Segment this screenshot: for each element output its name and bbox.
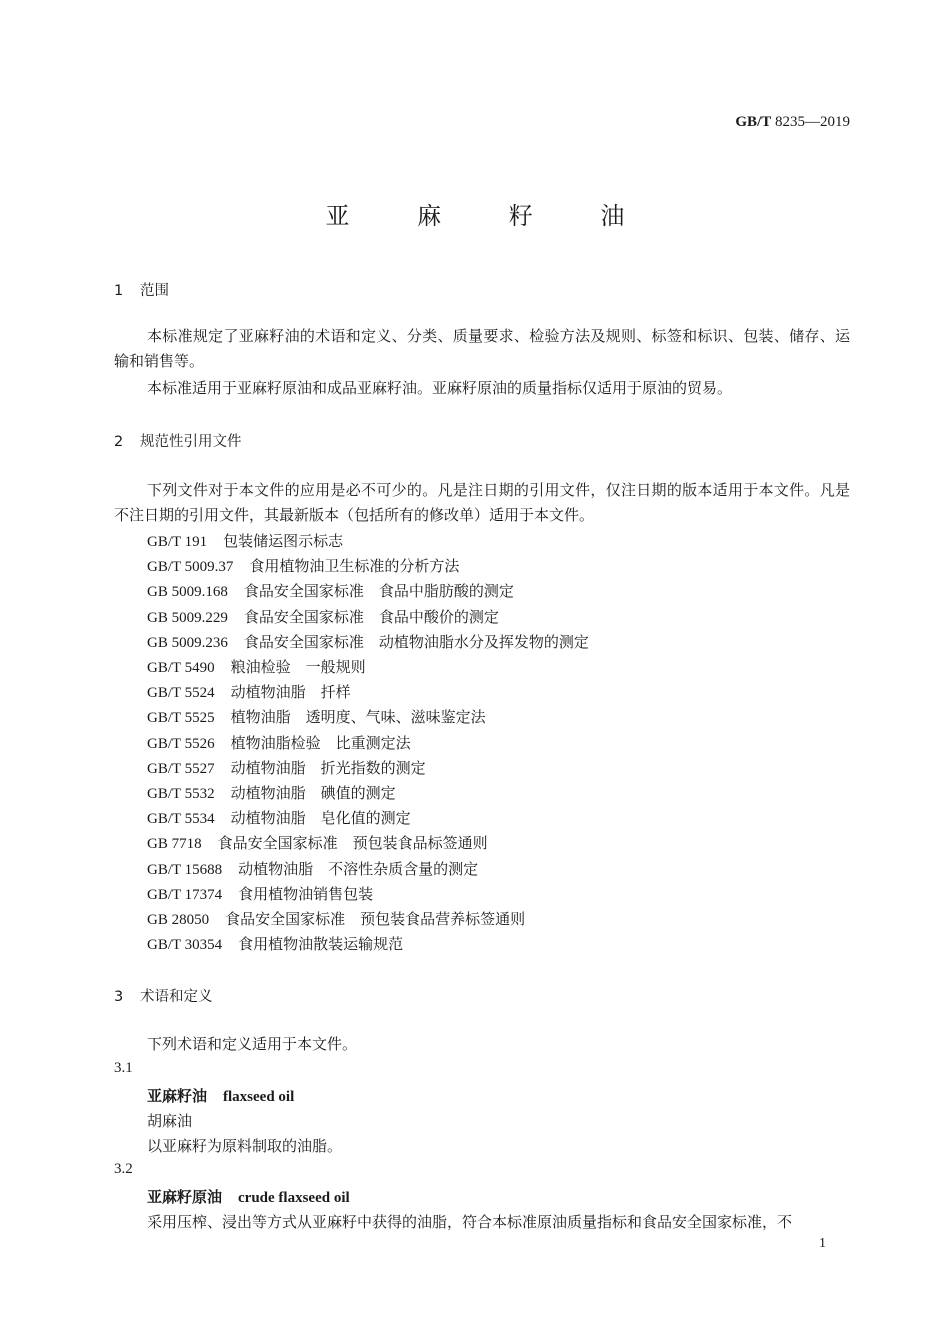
reference-title: 动植物油脂 不溶性杂质含量的测定 (238, 859, 479, 878)
clause-3-1-definition: 以亚麻籽为原料制取的油脂。 (147, 1137, 343, 1155)
reference-title: 包装储运图示标志 (223, 532, 344, 550)
reference-item (147, 782, 396, 803)
reference-code: GB/T 5009.37 (147, 559, 234, 576)
term-3-1-zh: 亚麻籽油 (147, 1087, 208, 1105)
reference-item (147, 732, 411, 753)
reference-code: GB/T 15688 (147, 861, 223, 878)
clause-3-2-definition: 采用压榨、浸出等方式从亚麻籽中获得的油脂，符合本标准原油质量指标和食品安全国家标准，不 (147, 1213, 793, 1231)
reference-title: 食品安全国家标准 预包装食品营养标签通则 (225, 910, 526, 928)
reference-item (147, 681, 351, 702)
section-1-paragraph-1: 本标准规定了亚麻籽油的术语和定义、分类、质量要求、检验方法及规则、标签和标识、包装、储存、运输和销售等。 (114, 327, 850, 370)
clause-3-2-term (147, 1186, 350, 1207)
reference-title: 动植物油脂 碘值的测定 (230, 784, 396, 802)
section-2-title: 规范性引用文件 (140, 434, 242, 450)
reference-title: 食品安全国家标准 动植物油脂水分及挥发物的测定 (243, 632, 589, 651)
reference-code: GB/T 191 (147, 534, 208, 550)
reference-item (147, 706, 486, 727)
reference-item (147, 883, 373, 904)
reference-title: 食用植物油卫生标准的分析方法 (249, 557, 460, 576)
standard-prefix: GB/T (735, 114, 772, 130)
standard-number: 8235—2019 (775, 114, 850, 130)
reference-code: GB/T 5534 (147, 811, 215, 828)
section-2-intro: 下列文件对于本文件的应用是必不可少的。凡是注日期的引用文件，仅注日期的版本适用于本文件。凡是不注日期的引用文件，其最新版本（包括所有的修改单）适用于本文件。 (114, 481, 850, 524)
reference-title: 食品安全国家标准 预包装食品标签通则 (217, 834, 488, 853)
clause-3-1-number: 3.1 (114, 1060, 133, 1076)
reference-title: 植物油脂 透明度、气味、滋味鉴定法 (230, 708, 486, 727)
reference-title: 动植物油脂 皂化值的测定 (230, 809, 411, 828)
section-1-number: 1 (114, 283, 124, 299)
reference-item (147, 858, 478, 879)
clause-3-2-number: 3.2 (114, 1161, 133, 1177)
reference-item (147, 807, 411, 828)
reference-code: GB/T 5532 (147, 786, 215, 802)
clause-3-1-alias: 胡麻油 (147, 1112, 193, 1130)
reference-title: 粮油检验 一般规则 (230, 658, 366, 676)
reference-title: 植物油脂检验 比重测定法 (230, 733, 411, 752)
section-1-title: 范围 (140, 283, 169, 299)
section-2-number: 2 (114, 434, 124, 450)
term-3-2-zh: 亚麻籽原油 (147, 1188, 223, 1206)
reference-item (147, 530, 343, 551)
reference-title: 动植物油脂 扦样 (230, 683, 351, 702)
reference-code: GB 5009.229 (147, 609, 228, 626)
section-3-title: 术语和定义 (140, 989, 213, 1005)
section-2-heading (114, 430, 242, 451)
reference-title: 食品安全国家标准 食品中脂肪酸的测定 (243, 582, 514, 601)
reference-item (147, 580, 514, 601)
section-3-number: 3 (114, 989, 124, 1005)
reference-code: GB/T 5525 (147, 710, 215, 727)
reference-item (147, 555, 459, 576)
reference-code: GB 5009.236 (147, 634, 228, 651)
reference-title: 食用植物油销售包装 (238, 884, 374, 903)
reference-item (147, 757, 426, 778)
reference-title: 食品安全国家标准 食品中酸价的测定 (243, 607, 499, 626)
document-title: 亚 麻 籽 油 (325, 202, 655, 230)
term-3-2-en: crude flaxseed oil (238, 1190, 350, 1206)
reference-code: GB/T 5526 (147, 735, 215, 752)
clause-3-1-term (147, 1085, 294, 1106)
section-1-paragraph-2: 本标准适用于亚麻籽原油和成品亚麻籽油。亚麻籽原油的质量指标仅适用于原油的贸易。 (147, 379, 733, 397)
standard-code (735, 114, 850, 131)
reference-item (147, 933, 403, 954)
term-3-1-en: flaxseed oil (223, 1089, 295, 1105)
reference-item (147, 606, 499, 627)
page-number: 1 (819, 1236, 826, 1251)
reference-code: GB/T 17374 (147, 886, 223, 903)
reference-code: GB 28050 (147, 912, 210, 928)
reference-code: GB/T 30354 (147, 937, 223, 954)
reference-item (147, 832, 488, 853)
reference-item (147, 656, 366, 677)
reference-item (147, 908, 525, 929)
reference-title: 食用植物油散装运输规范 (238, 935, 404, 954)
reference-title: 动植物油脂 折光指数的测定 (230, 758, 426, 777)
section-1-heading (114, 279, 169, 300)
reference-code: GB 7718 (147, 836, 202, 853)
reference-item (147, 631, 589, 652)
section-3-intro: 下列术语和定义适用于本文件。 (147, 1035, 358, 1053)
reference-code: GB/T 5490 (147, 660, 215, 676)
section-3-heading (114, 985, 213, 1006)
reference-code: GB 5009.168 (147, 584, 228, 601)
reference-code: GB/T 5527 (147, 760, 215, 777)
reference-code: GB/T 5524 (147, 685, 215, 702)
